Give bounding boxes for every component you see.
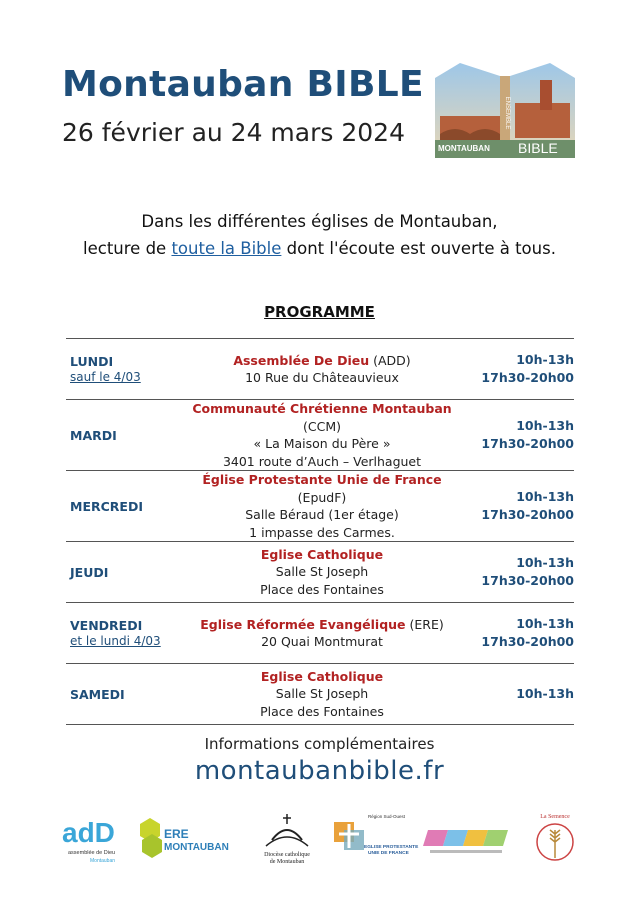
- ccm-logo: [418, 810, 518, 870]
- venue-name-line: [180, 400, 464, 435]
- programme-day: [66, 400, 180, 471]
- venue-address-line: Salle Béraud (1er étage): [245, 507, 399, 522]
- programme-hours: [464, 603, 574, 664]
- add-logo-main: adD: [62, 817, 115, 848]
- logo-text-ensemble: ENSEMBLE: [504, 96, 510, 130]
- venue-name-line: [180, 352, 464, 370]
- venue-address-line: Salle St Joseph: [275, 564, 369, 580]
- day-label: MERCREDI: [70, 498, 143, 514]
- epudf-logo-region: Région Sud-Ouest: [368, 814, 406, 819]
- time-slot: 10h-13h: [516, 418, 574, 433]
- ere-logo-line1: ERE: [164, 827, 189, 841]
- venue-address-line: Place des Fontaines: [260, 703, 384, 719]
- programme-hours: [464, 664, 574, 725]
- programme-venue: [180, 400, 464, 471]
- day-label: LUNDI: [70, 354, 114, 369]
- time-slot: 17h30-20h00: [481, 573, 574, 588]
- programme-hours: [464, 542, 574, 603]
- programme-day: [66, 542, 180, 603]
- programme-day: [66, 471, 180, 542]
- more-info-label: Informations complémentaires: [204, 735, 435, 753]
- church-name: Assemblée De Dieu: [233, 352, 370, 368]
- day-label: MARDI: [70, 427, 117, 443]
- venue-address-line: Place des Fontaines: [260, 581, 384, 597]
- church-name: Eglise Catholique: [260, 668, 384, 684]
- time-slot: 10h-13h: [516, 616, 574, 631]
- programme-day: [66, 339, 180, 400]
- logo-text-montauban: MONTAUBAN: [438, 144, 490, 153]
- church-abbr: (ADD): [369, 352, 411, 368]
- programme-venue: [180, 339, 464, 400]
- time-slot: 17h30-20h00: [481, 436, 574, 451]
- website-link[interactable]: montaubanbible.fr: [194, 756, 445, 786]
- intro-line-1: Dans les différentes églises de Montauban,: [141, 212, 498, 231]
- venue-address-line: 1 impasse des Carmes.: [249, 524, 395, 540]
- time-slot: 17h30-20h00: [481, 634, 574, 649]
- la-semence-logo-text: La Semence: [540, 814, 570, 820]
- day-label: SAMEDI: [70, 686, 125, 702]
- church-name: Eglise Réformée Evangélique: [200, 616, 406, 632]
- venue-name-line: [180, 668, 464, 686]
- programme-venue: [180, 542, 464, 603]
- time-slot: 10h-13h: [516, 352, 574, 367]
- intro-line-2: [0, 235, 639, 262]
- add-logo-line1: assemblée de Dieu: [68, 850, 116, 856]
- programme-heading: PROGRAMME: [264, 303, 375, 321]
- diocese-logo: [252, 810, 322, 870]
- church-name: Communauté Chrétienne Montauban: [192, 401, 452, 416]
- church-abbr: (EpudF): [297, 489, 347, 505]
- programme-hours: [464, 400, 574, 471]
- programme-hours: [464, 339, 574, 400]
- epudf-logo-line1: EGLISE PROTESTANTE: [364, 845, 419, 850]
- venue-address-line: « La Maison du Père »: [253, 436, 391, 451]
- montauban-bible-logo: [430, 58, 580, 168]
- day-note[interactable]: et le lundi 4/03: [70, 634, 161, 648]
- programme-day: [66, 664, 180, 725]
- intro-line-2-pre: lecture de: [83, 239, 172, 258]
- programme-row: [66, 400, 574, 471]
- epudf-logo: [328, 810, 419, 870]
- programme-row: [66, 664, 574, 725]
- venue-address-line: 20 Quai Montmurat: [261, 634, 383, 649]
- venue-name-line: [180, 616, 464, 634]
- diocese-logo-line1: Diocèse catholique: [264, 852, 310, 858]
- church-abbr: (ERE): [405, 616, 444, 632]
- day-label: VENDREDI: [70, 618, 143, 633]
- ere-logo: [136, 810, 246, 870]
- programme-day: [66, 603, 180, 664]
- intro-line-2-post: dont l'écoute est ouverte à tous.: [281, 239, 556, 258]
- church-abbr: (CCM): [303, 418, 341, 434]
- diocese-logo-line2: de Montauban: [269, 859, 305, 865]
- programme-hours: [464, 471, 574, 542]
- church-name: Eglise Catholique: [260, 546, 384, 562]
- logo-text-bible: BIBLE: [518, 140, 558, 156]
- partner-logos: [60, 810, 580, 870]
- time-slot: 10h-13h: [516, 686, 574, 701]
- intro-text: [0, 208, 639, 262]
- venue-address-line: Salle St Joseph: [275, 686, 369, 702]
- programme-venue: [180, 603, 464, 664]
- time-slot: 10h-13h: [516, 555, 574, 570]
- programme-row: [66, 542, 574, 603]
- venue-address-line: 3401 route d’Auch – Verlhaguet: [222, 453, 422, 469]
- whole-bible-link[interactable]: toute la Bible: [171, 239, 282, 258]
- day-note[interactable]: sauf le 4/03: [70, 370, 141, 384]
- epudf-logo-line2: UNIE DE FRANCE: [368, 851, 409, 856]
- page-title: Montauban BIBLE: [62, 64, 424, 105]
- programme-venue: [180, 664, 464, 725]
- programme-row: [66, 471, 574, 542]
- time-slot: 17h30-20h00: [481, 370, 574, 385]
- programme-table: [66, 338, 574, 725]
- day-label: JEUDI: [70, 564, 109, 580]
- add-logo: [60, 810, 130, 870]
- time-slot: 17h30-20h00: [481, 507, 574, 522]
- event-dates: 26 février au 24 mars 2024: [62, 118, 405, 147]
- la-semence-logo: [530, 810, 580, 870]
- programme-row: [66, 603, 574, 664]
- time-slot: 10h-13h: [516, 489, 574, 504]
- programme-venue: [180, 471, 464, 542]
- ere-logo-line2: MONTAUBAN: [164, 842, 229, 853]
- church-name: Église Protestante Unie de France: [202, 472, 442, 487]
- venue-name-line: [180, 471, 464, 506]
- programme-row: [66, 339, 574, 400]
- venue-address-line: 10 Rue du Châteauvieux: [245, 370, 399, 385]
- venue-name-line: [180, 546, 464, 564]
- add-logo-line2: Montauban: [90, 858, 116, 864]
